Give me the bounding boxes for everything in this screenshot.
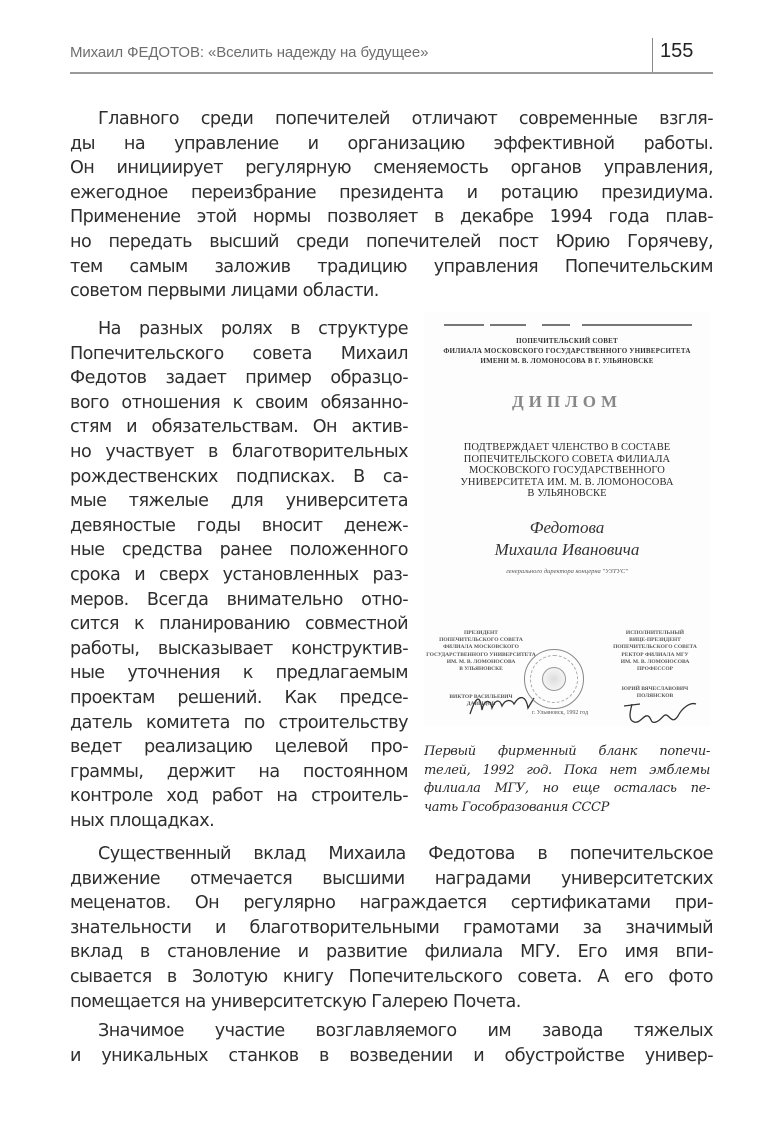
signatory-title-line: ВИЦЕ-ПРЕЗИДЕНТ xyxy=(629,637,681,644)
diploma-place-date: г. Ульяновск, 1992 год xyxy=(532,710,589,716)
diploma-body xyxy=(424,442,710,500)
signatory-title-line: ИСПОЛНИТЕЛЬНЫЙ xyxy=(625,630,685,636)
signatory-title-line: ПРОФЕССОР xyxy=(637,666,673,673)
text-line: и уникальных станков в возведении и обустройстве универ- xyxy=(70,1045,713,1066)
text-line: На разных ролях в структуре xyxy=(98,319,408,339)
text-line: Он инициирует регулярную сменяемость органов управления, xyxy=(70,158,713,179)
signatory-title-line: ПОПЕЧИТЕЛЬСКОГО СОВЕТА xyxy=(613,644,697,651)
signatory-title-line: В УЛЬЯНОВСКЕ xyxy=(459,666,503,673)
diploma-issuer-line: ФИЛИАЛА МОСКОВСКОГО ГОСУДАРСТВЕННОГО УНИВЕРСИТЕТА xyxy=(443,347,691,355)
signatory-name-line: ВИКТОР ВАСИЛЬЕВИЧ xyxy=(449,694,513,700)
left-signatory-title xyxy=(426,630,536,673)
text-line: ные уточнения к предлагаемым xyxy=(70,663,408,684)
text-line: но участвует в благотворительных xyxy=(70,441,408,462)
text-line: Попечительского совета Михаил xyxy=(70,343,408,364)
text-line: рождественских подписках. В са- xyxy=(70,466,408,487)
text-line: девяностые годы вносит денеж- xyxy=(70,515,408,536)
signatory-name-line: ДАВЫДОВ xyxy=(466,701,496,708)
text-line: Значимое участие возглавляемого им завода тяжелых xyxy=(98,1021,713,1041)
text-line: помещается на университетскую Галерею Почета. xyxy=(70,991,521,1012)
caption-line: Первый фирменный бланк попечи- xyxy=(424,744,710,759)
diploma-title: ДИПЛОМ xyxy=(511,392,623,411)
running-header xyxy=(70,36,713,74)
text-line: знательности и благотворительными грамотами за значимый xyxy=(70,917,713,938)
signature-right-icon xyxy=(620,698,700,728)
signatory-name-line: ПОЛЯНСКОВ xyxy=(636,693,674,700)
signatory-name-line: ЮРИЙ ВЯЧЕСЛАВОВИЧ xyxy=(621,686,689,692)
diploma-body-line: УНИВЕРСИТЕТА ИМ. М. В. ЛОМОНОСОВА xyxy=(460,476,674,488)
text-line: ды на управление и организацию эффективной работы. xyxy=(70,133,713,154)
text-line: меров. Всегда внимательно отно- xyxy=(70,589,408,610)
text-line: датель комитета по строительству xyxy=(70,712,408,733)
text-line: советом первыми лицами области. xyxy=(70,281,379,302)
page-number: 155 xyxy=(660,40,694,62)
text-line: Существенный вклад Михаила Федотова в попечительское xyxy=(98,844,713,864)
recipient-name: Михаила Ивановича xyxy=(494,540,640,559)
signatory-title-line: РЕКТОР ФИЛИАЛА МГУ xyxy=(621,651,689,658)
text-line: тем самым заложив традицию управления Попечительским xyxy=(70,256,713,277)
text-line: проектам решений. Как предсе- xyxy=(70,687,408,708)
decorative-rule xyxy=(542,324,570,326)
signatory-title-line: ФИЛИАЛА МОСКОВСКОГО xyxy=(443,644,519,651)
diploma-image xyxy=(424,312,710,726)
diploma-body-line: ПОПЕЧИТЕЛЬСКОГО СОВЕТА ФИЛИАЛА xyxy=(463,453,671,465)
header-separator xyxy=(652,38,653,72)
diploma-issuer-line: ПОПЕЧИТЕЛЬСКИЙ СОВЕТ xyxy=(516,337,618,345)
text-line: Применение этой нормы позволяет в декабре 1994 года плав- xyxy=(70,207,713,228)
text-line: сывается в Золотую книгу Попечительского совета. А его фото xyxy=(70,966,713,987)
text-line: мые тяжелые для университета xyxy=(70,491,408,512)
text-line: срока и сверх установленных раз- xyxy=(70,564,408,585)
text-line: ведет реализацию целевой про- xyxy=(70,737,408,758)
signatory-title-line: ИМ. М. В. ЛОМОНОСОВА xyxy=(620,658,690,665)
caption-line: филиала МГУ, но еще осталась пе- xyxy=(424,781,710,797)
signatory-title-line: ПОПЕЧИТЕЛЬСКОГО СОВЕТА xyxy=(439,637,523,644)
paragraph-3 xyxy=(70,842,713,1014)
signatory-title-line: ИМ. М. В. ЛОМОНОСОВА xyxy=(446,658,516,665)
text-line: движение отмечается высшими наградами университетских xyxy=(70,868,713,889)
paragraph-4 xyxy=(70,1019,713,1068)
text-line: вклад в становление и развитие филиала МГУ. Его имя впи- xyxy=(70,942,713,963)
text-line: но передать высший среди попечителей пост Юрию Горячеву, xyxy=(70,231,713,252)
text-line: вого отношения к своим обязанно- xyxy=(70,392,408,413)
right-signatory-title xyxy=(600,630,710,673)
diploma-body-line: МОСКОВСКОГО ГОСУДАРСТВЕННОГО xyxy=(469,465,665,476)
caption-line: чать Гособразования СССР xyxy=(424,799,610,815)
caption-line: телей, 1992 год. Пока нет эмблемы xyxy=(424,762,710,778)
decorative-rule xyxy=(490,324,526,326)
decorative-rule xyxy=(444,324,484,326)
text-line: контроле ход работ на строитель- xyxy=(70,786,408,807)
official-seal-icon xyxy=(524,649,584,709)
text-line: ежегодное переизбрание президента и ротацию президиума. xyxy=(70,182,713,203)
text-line: граммы, держит на постоянном xyxy=(70,761,408,782)
signatory-title-line: ГОСУДАРСТВЕННОГО УНИВЕРСИТЕТА xyxy=(426,651,536,658)
figure-caption xyxy=(424,743,710,817)
text-line: ные средства ранее положенного xyxy=(70,540,408,561)
text-line: Главного среди попечителей отличают современные взгля- xyxy=(98,109,713,129)
paragraph-1 xyxy=(70,107,713,304)
text-line: стям и обязательствам. Он актив- xyxy=(70,417,408,438)
signatory-title-line: ПРЕЗИДЕНТ xyxy=(464,630,498,636)
text-line: Федотов задает пример образцо- xyxy=(70,368,408,389)
diploma-issuer-line: ИМЕНИ М. В. ЛОМОНОСОВА В Г. УЛЬЯНОВСКЕ xyxy=(480,357,654,365)
text-line: ных площадках. xyxy=(70,810,215,831)
diploma-body-line: ПОДТВЕРЖДАЕТ ЧЛЕНСТВО В СОСТАВЕ xyxy=(463,442,671,453)
text-line: работы, высказывает конструктив- xyxy=(70,638,408,659)
text-line: сится к планированию совместной xyxy=(70,614,408,635)
recipient-surname: Федотова xyxy=(529,518,605,537)
text-line: меценатов. Он регулярно награждается сертификатами при- xyxy=(70,893,713,914)
decorative-rule xyxy=(582,324,692,326)
running-title: Михаил ФЕДОТОВ: «Вселить надежду на будущее» xyxy=(70,44,429,61)
recipient-position: генерального директора концерна "УЗТУС" xyxy=(506,568,628,575)
paragraph-2 xyxy=(70,317,408,833)
diploma-body-line: В УЛЬЯНОВСКЕ xyxy=(527,488,607,499)
